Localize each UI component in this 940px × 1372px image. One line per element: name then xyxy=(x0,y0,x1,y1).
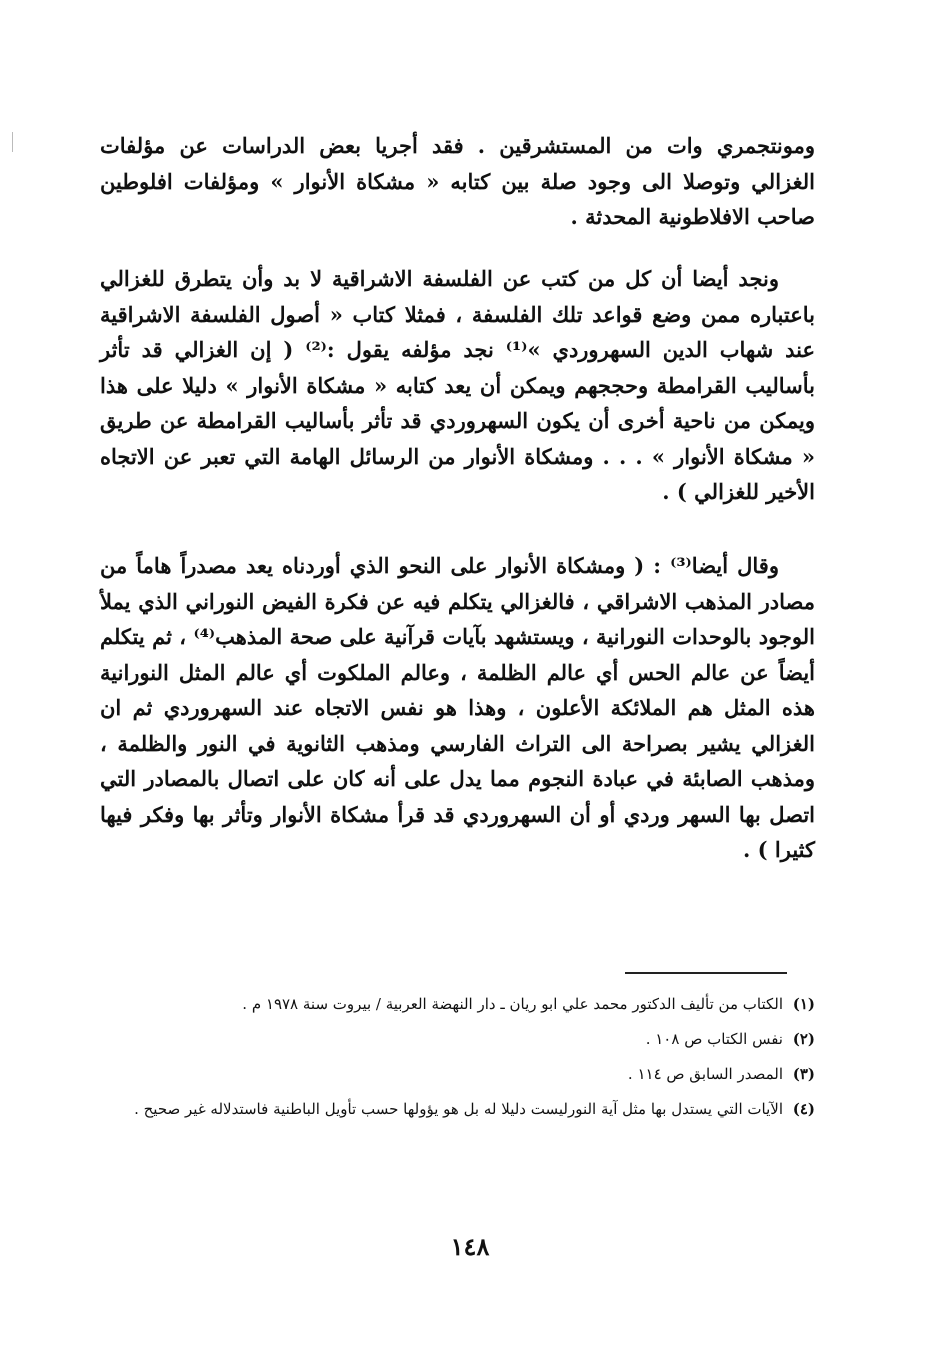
paragraph-3 xyxy=(100,548,815,868)
footnotes xyxy=(100,990,815,1130)
footnote-4 xyxy=(100,1095,815,1124)
footnote-text: المصدر السابق ص ١١٤ . xyxy=(627,1065,783,1083)
footnote-separator xyxy=(625,972,787,974)
footnote-3 xyxy=(100,1060,815,1089)
footnote-text: نفس الكتاب ص ١٠٨ . xyxy=(645,1030,783,1048)
footnote-number: (٤) xyxy=(792,1100,815,1118)
footnote-2 xyxy=(100,1025,815,1054)
footnote-number: (٣) xyxy=(792,1065,815,1083)
paragraph-3-text: وقال أيضا⁽³⁾ : ( ومشكاة الأنوار على النحو الذي أوردناه يعد مصدراً هاماً من مصادر المذهب الاشراقي ، فالغزالي يتكلم فيه عن فكرة الفيض النوراني الذي يملأ الوجود بالوحدات النورانية ، ويستشهد بآيات قرآنية على صحة المذهب⁽⁴⁾ ، ثم يتكلم أيضاً عن عالم الحس أي عالم الظلمة ، وعالم الملكوت أي عالم المثل النورانية هذه المثل هم الملائكة الأعلون ، وهذا هو نفس الاتجاه عند السهروردي ثم ان الغزالي يشير بصراحة الى التراث الفارسي ومذهب الثانوية في النور والظلمة ، ومذهب الصابئة في عبادة النجوم مما يدل على أنه كان على اتصال بالمصادر التي اتصل بها السهر وردي أو أن السهروردي قد قرأ مشكاة الأنوار وتأثر بها وفكر فيها كثيرا ) . xyxy=(100,553,815,862)
footnote-number: (٢) xyxy=(792,1030,815,1048)
paragraph-2-text: ونجد أيضا أن كل من كتب عن الفلسفة الاشراقية لا بد وأن يتطرق للغزالي باعتباره ممن وضع قواعد تلك الفلسفة ، فمثلا كتاب « أصول الفلسفة الاشراقية عند شهاب الدين السهروردي »⁽¹⁾ نجد مؤلفه يقول :⁽²⁾ ( إن الغزالي قد تأثر بأساليب القرامطة وحججهم ويمكن أن يعد كتابه « مشكاة الأنوار » دليلا على هذا ويمكن من ناحية أخرى أن يكون السهروردي قد تأثر بأساليب القرامطة عن طريق « مشكاة الأنوار » . . . ومشكاة الأنوار من الرسائل الهامة التي تعبر عن الاتجاه الأخير للغزالي ) . xyxy=(100,266,815,504)
page-number: ١٤٨ xyxy=(450,1232,490,1261)
paragraph-1 xyxy=(100,128,815,235)
margin-mark xyxy=(12,132,15,152)
footnote-1 xyxy=(100,990,815,1019)
paragraph-1-text: ومونتجمري وات من المستشرقين . فقد أجريا بعض الدراسات عن مؤلفات الغزالي وتوصلا الى وجود صلة بين كتابه « مشكاة الأنوار » ومؤلفات افلوطين صاحب الافلاطونية المحدثة . xyxy=(100,133,815,229)
paragraph-2 xyxy=(100,261,815,510)
footnote-number: (١) xyxy=(792,995,815,1013)
footnote-text: الكتاب من تأليف الدكتور محمد علي ابو ريان ـ دار النهضة العربية / بيروت سنة ١٩٧٨ م . xyxy=(242,995,783,1013)
footnote-text: الآيات التي يستدل بها مثل آية النورليست دليلا له بل هو يؤولها حسب تأويل الباطنية فاستدلاله غير صحيح . xyxy=(134,1100,783,1118)
